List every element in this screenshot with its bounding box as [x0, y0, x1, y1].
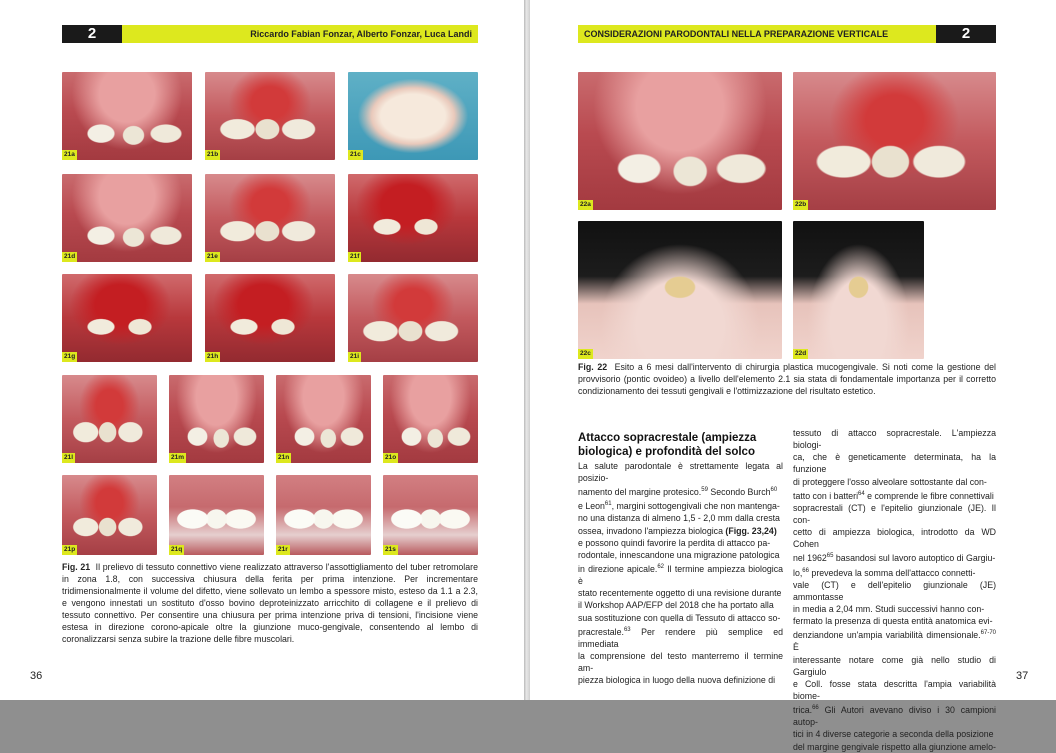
- body-text: nel 1962: [793, 553, 827, 564]
- photo-label: 21h: [207, 353, 219, 360]
- photo-label: 21a: [64, 151, 75, 158]
- body-text: tessuto di attacco sopracrestale. L'ampiezza biologi-: [793, 428, 996, 451]
- photo-21n: [276, 375, 371, 463]
- photo-22a: [578, 72, 782, 210]
- text-line: [578, 599, 783, 611]
- reference-superscript: 66: [812, 705, 819, 712]
- text-line: [793, 603, 996, 615]
- photo-label: 21f: [350, 253, 360, 260]
- body-text: piezza biologica in luogo della nuova definizione di: [578, 675, 776, 686]
- text-line: [793, 476, 996, 488]
- photo-label: 21c: [350, 151, 361, 158]
- body-text: no una distanza di almeno 1,5 - 2,0 mm dalla cresta: [578, 513, 780, 524]
- body-text: Il termine ampiezza biologica è: [578, 564, 783, 587]
- photo-label: 22d: [795, 350, 807, 357]
- text-line: [793, 579, 996, 603]
- body-text: prevedeva la somma dell'attacco connetti-: [808, 567, 976, 578]
- body-column-1: [578, 460, 783, 687]
- body-text: trica.: [793, 705, 813, 716]
- photo-22c: [578, 221, 782, 359]
- text-line: [578, 624, 783, 650]
- text-line: [793, 702, 996, 728]
- body-text: rodontale, innescandone una migrazione patologica: [578, 549, 780, 560]
- photo-21g: [62, 274, 192, 362]
- text-line: [793, 565, 996, 579]
- body-text: di proteggere l'osso alveolare sottostante dal con-: [793, 476, 987, 487]
- right-page: [530, 0, 1056, 752]
- caption-fig-label: Fig. 22: [578, 362, 608, 372]
- photo-label: 22b: [795, 201, 807, 208]
- body-text: sopracrestali (CT) e l'epitelio giunzionale (JE). Il con-: [793, 502, 996, 526]
- body-text: Per rendere più semplice ed immediata: [578, 626, 783, 649]
- body-text: , margini sottogengivali che non mantenga-: [611, 501, 780, 512]
- text-line: [793, 550, 996, 564]
- text-line: [793, 526, 996, 550]
- reference-superscript: 67-70: [980, 630, 996, 637]
- photo-label: 21e: [207, 253, 218, 260]
- section-heading: Attacco sopracrestale (ampiezza biologica) e profondità del solco: [578, 432, 757, 458]
- photo-22b: [793, 72, 996, 210]
- photo-label: 21b: [207, 151, 219, 158]
- body-text: La salute parodontale è strettamente legata al posizio-: [578, 461, 783, 484]
- text-line: [793, 427, 996, 451]
- body-text: e comprende le fibre connettivali: [864, 490, 994, 501]
- photo-label: 21r: [278, 546, 288, 553]
- body-text: in media a 2,04 mm. Studi successivi hanno con-: [793, 603, 985, 614]
- photo-label: 21l: [64, 454, 74, 461]
- photo-21e: [205, 174, 335, 262]
- caption-fig-label: Fig. 21: [62, 562, 91, 572]
- photo-label: 21p: [64, 546, 76, 553]
- photo-label: 22a: [580, 201, 591, 208]
- page-number-left: 36: [30, 670, 43, 682]
- text-line: [578, 525, 783, 537]
- body-text: È: [793, 642, 799, 653]
- photo-label: 21g: [64, 353, 76, 360]
- photo-21q: [169, 475, 264, 555]
- body-text: e Leon: [578, 501, 605, 512]
- caption-text: Il prelievo di tessuto connettivo viene realizzato attraverso l'assottigliamento del tuber retromolare in zona 1.8, con successiva chiusura della ferita per prima intenzione. Per incrementare tridimensionalmente il volume del difetto, viene sollevato un lembo a spessore misto, esteso da 1.1 a 2.3, e vengono innestati un sostituto d'osso bovino deproteinizzato arricchito di collagene e il prelievo di tessuto connettivo. Per consentire una chiusura per prima intenzione priva di tensioni, l'incisione viene estesa in direzione corono-apicale oltre la giunzione muco-gengivale, consentendo al lembo di coronalizzarsi senza subire la trazione delle fibre muscolari.: [62, 562, 478, 644]
- photo-label: 21o: [385, 454, 397, 461]
- photo-21b: [205, 72, 335, 160]
- reference-superscript: 61: [604, 501, 612, 508]
- photo-21c: [348, 72, 478, 160]
- page-number-right: 37: [1016, 670, 1029, 682]
- body-text: ca, che è geneticamente determinata, ha la funzione: [793, 452, 996, 475]
- photo-label: 21n: [278, 454, 290, 461]
- text-line: [793, 488, 996, 502]
- photo-label: 21m: [171, 454, 185, 461]
- body-text: Gli Autori avevano diviso i 30 campioni autop-: [793, 705, 996, 728]
- body-text: il Workshop AAP/EFP del 2018 che ha portato alla: [578, 600, 774, 611]
- left-page: [0, 0, 524, 700]
- photo-label: 22c: [580, 350, 591, 357]
- text-line: [793, 627, 996, 653]
- body-column-2: [793, 427, 996, 753]
- photo-21l: [62, 375, 157, 463]
- body-text: del margine gengivale rispetto alla giunzione amelo-: [793, 741, 996, 752]
- text-line: [578, 537, 783, 549]
- photo-21f: [348, 174, 478, 262]
- text-line: [793, 451, 996, 475]
- text-line: [578, 612, 783, 624]
- photo-21d: [62, 174, 192, 262]
- text-line: [578, 549, 783, 561]
- text-line: [793, 654, 996, 678]
- body-text: interessante notare come già nello studio di Gargiulo: [793, 654, 996, 677]
- body-text: vale (CT) e dell'epitelio giunzionale (JE) ammontasse: [793, 579, 996, 602]
- body-text: basandosi sul lavoro autoptico di Gargiu-: [833, 553, 996, 564]
- text-line: [578, 561, 783, 587]
- text-line: [793, 678, 996, 702]
- body-text: la comprensione del testo manterremo il termine am-: [578, 651, 783, 674]
- body-text: e Coll. fosse stata descritta l'ampia variabilità biome-: [793, 678, 996, 701]
- figure-22-caption: [578, 361, 996, 397]
- photo-21o: [383, 375, 478, 463]
- text-line: [578, 512, 783, 524]
- photo-label: 21d: [64, 253, 76, 260]
- reference-superscript: 66: [802, 567, 809, 574]
- text-line: [578, 650, 783, 674]
- body-text: Secondo Burch: [707, 487, 771, 498]
- photo-21r: [276, 475, 371, 555]
- body-text: fermato la presenza di questa entità anatomica evi-: [793, 616, 993, 627]
- reference-superscript: 64: [858, 490, 865, 497]
- text-line: [578, 484, 783, 498]
- figure-21-caption: [62, 561, 478, 645]
- photo-21s: [383, 475, 478, 555]
- text-line: [793, 741, 996, 753]
- reference-superscript: 65: [826, 553, 834, 560]
- body-text: denziandone un'ampia variabilità dimensionale.: [793, 630, 981, 641]
- body-text: tatto con i batteri: [793, 490, 859, 501]
- body-text: pracrestale.: [578, 626, 624, 637]
- text-line: [793, 615, 996, 627]
- photo-21m: [169, 375, 264, 463]
- photo-label: 21s: [385, 546, 396, 553]
- chapter-number-left: 2: [62, 25, 122, 43]
- reference-superscript: 59: [701, 487, 708, 494]
- body-text: sua sostituzione con quella di Tessuto di attacco so-: [578, 612, 781, 623]
- photo-label: 21i: [350, 353, 360, 360]
- body-text: (Figg. 23,24): [725, 525, 777, 536]
- body-text: namento del margine protesico.: [578, 487, 702, 498]
- body-text: in direzione apicale.: [578, 564, 658, 575]
- text-line: [578, 460, 783, 484]
- photo-label: 21q: [171, 546, 183, 553]
- body-text: tici in 4 diverse categorie a seconda della posizione: [793, 729, 994, 740]
- reference-superscript: 60: [770, 487, 778, 494]
- chapter-title-header: CONSIDERAZIONI PARODONTALI NELLA PREPARAZIONE VERTICALE: [578, 25, 936, 43]
- body-text: ossea, invadono l'ampiezza biologica: [578, 525, 726, 536]
- body-text: lo,: [793, 567, 803, 578]
- photo-21h: [205, 274, 335, 362]
- text-line: [793, 728, 996, 740]
- reference-superscript: 62: [657, 564, 664, 571]
- text-line: [578, 587, 783, 599]
- text-line: [578, 674, 783, 686]
- authors-header: Riccardo Fabian Fonzar, Alberto Fonzar, Luca Landi: [122, 25, 478, 43]
- photo-22d: [793, 221, 924, 359]
- text-line: [793, 502, 996, 526]
- body-text: e possono quindi favorire la perdita di attacco pa-: [578, 537, 771, 548]
- body-text: stato recentemente oggetto di una revisione durante: [578, 588, 782, 599]
- photo-21p: [62, 475, 157, 555]
- chapter-number-right: 2: [936, 25, 996, 43]
- photo-21i: [348, 274, 478, 362]
- body-text: cetto di ampiezza biologica, introdotto da WD Cohen: [793, 527, 996, 550]
- text-line: [578, 498, 783, 512]
- photo-21a: [62, 72, 192, 160]
- caption-text: Esito a 6 mesi dall'intervento di chirurgia plastica mucogengivale. Si noti come la gestione del provvisorio (pontic ovoideo) a livello dell'elemento 2.1 sia stata di fondamentale importanza per il corretto condizionamento dei tessuti gengivali e l'ottimizzazione del risultato estetico.: [578, 362, 996, 396]
- reference-superscript: 63: [623, 626, 631, 633]
